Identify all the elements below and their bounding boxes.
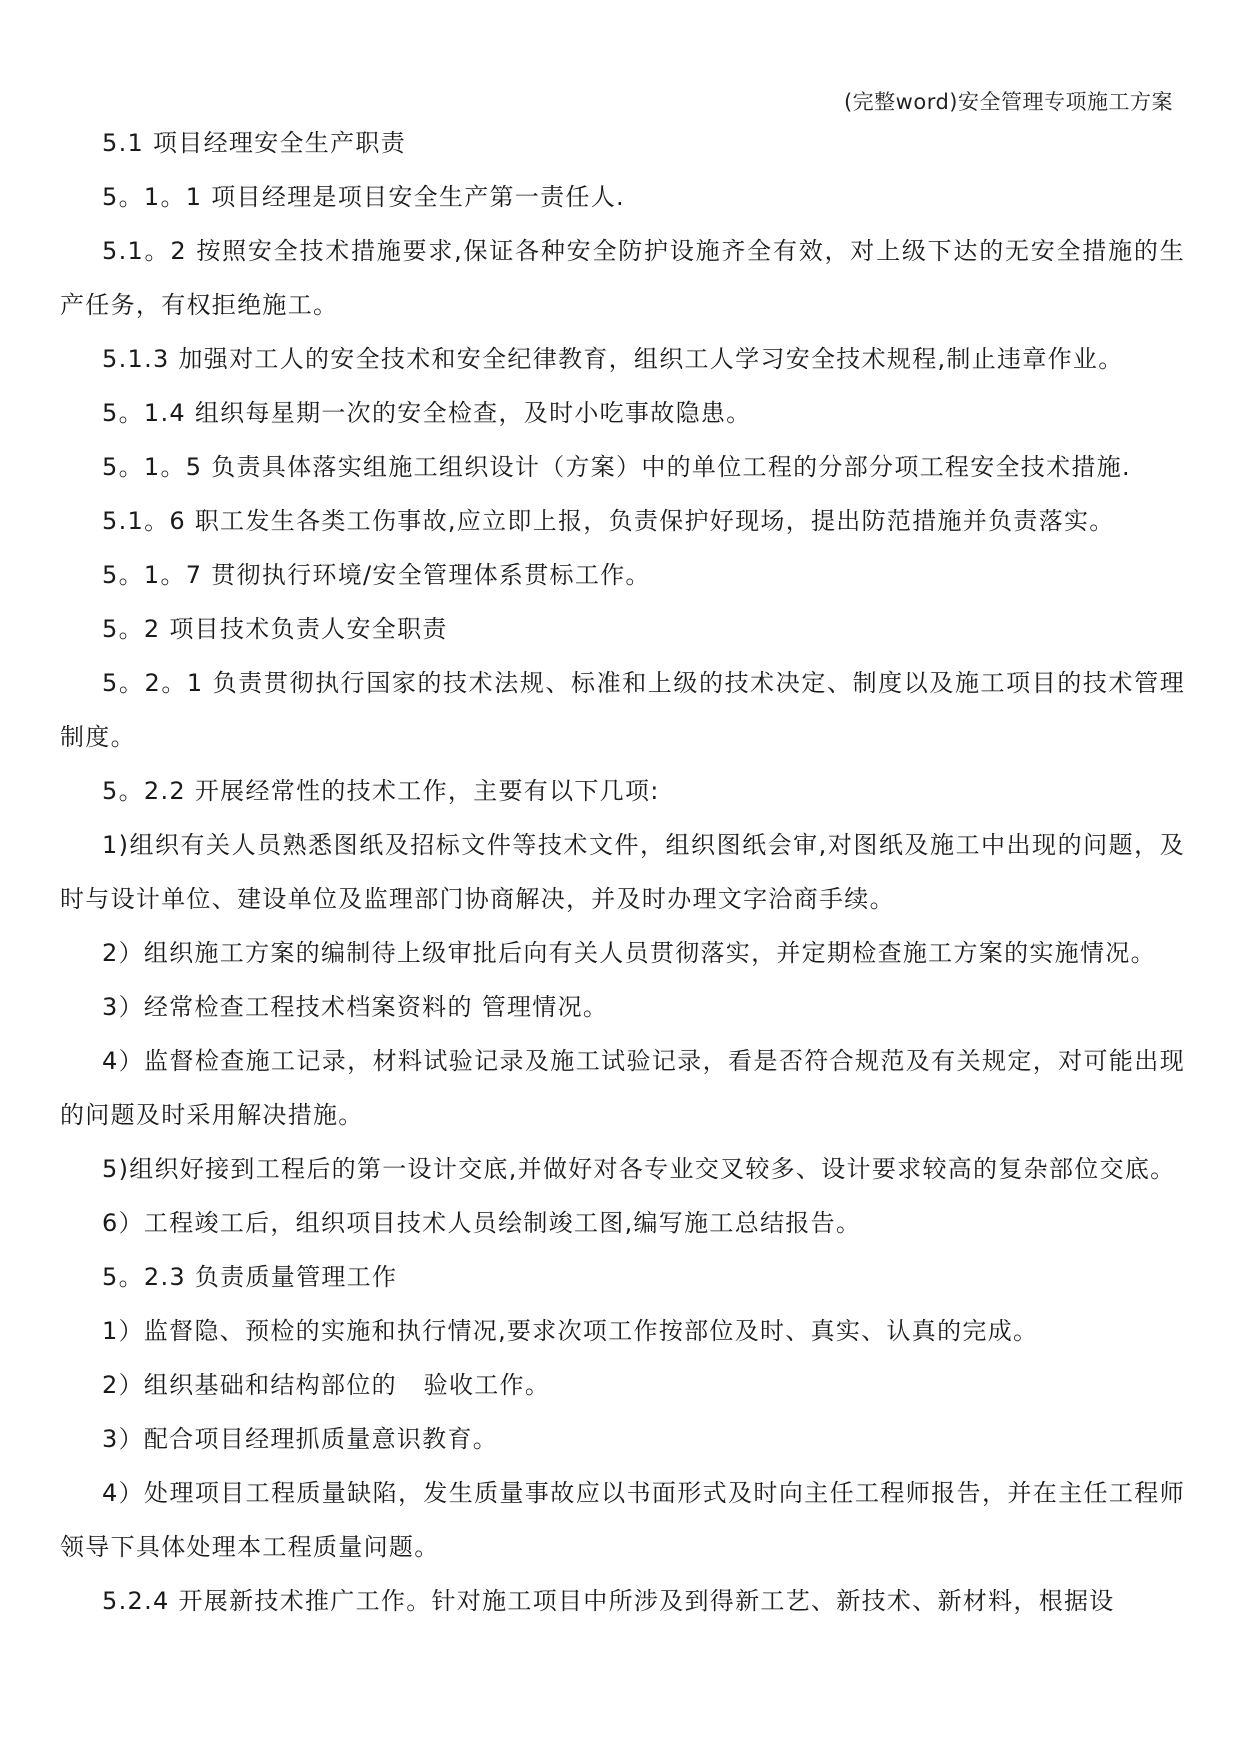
list-item: 3）配合项目经理抓质量意识教育。 [102,1425,499,1453]
list-item: 1）监督隐、预检的实施和执行情况,要求次项工作按部位及时、真实、认真的完成。 [102,1317,1039,1345]
list-item: 6）工程竣工后，组织项目技术人员绘制竣工图,编写施工总结报告。 [102,1209,862,1237]
paragraph: 5.1.3 加强对工人的安全技术和安全纪律教育，组织工人学习安全技术规程,制止违章作业。 [102,345,1124,373]
list-item: 1)组织有关人员熟悉图纸及招标文件等技术文件，组织图纸会审,对图纸及施工中出现的问题，及时与设计单位、建设单位及监理部门协商解决，并及时办理文字洽商手续。 [60,831,1185,913]
list-item: 2）组织基础和结构部位的 验收工作。 [102,1371,551,1399]
paragraph: 5。2。1 负责贯彻执行国家的技术法规、标准和上级的技术决定、制度以及施工项目的技术管理制度。 [60,669,1185,751]
paragraph: 5.1 项目经理安全生产职责 [102,129,406,157]
document-body [60,116,1185,1628]
paragraph: 5.2.4 开展新技术推广工作。针对施工项目中所涉及到得新工艺、新技术、新材料，根据设 [102,1587,1115,1615]
paragraph: 5。1。7 贯彻执行环境/安全管理体系贯标工作。 [102,561,651,589]
section-heading: 5。2 项目技术负责人安全职责 [102,615,448,643]
paragraph: 5.1。6 职工发生各类工伤事故,应立即上报，负责保护好现场，提出防范措施并负责落实。 [102,507,1115,535]
paragraph: 5.1。2 按照安全技术措施要求,保证各种安全防护设施齐全有效，对上级下达的无安全措施的生产任务，有权拒绝施工。 [60,237,1185,319]
list-item: 4）处理项目工程质量缺陷，发生质量事故应以书面形式及时向主任工程师报告，并在主任工程师领导下具体处理本工程质量问题。 [60,1479,1185,1561]
list-item: 2）组织施工方案的编制待上级审批后向有关人员贯彻落实，并定期检查施工方案的实施情况。 [102,939,1156,967]
paragraph: 5。2.2 开展经常性的技术工作，主要有以下几项: [102,777,660,805]
paragraph: 5。1。1 项目经理是项目安全生产第一责任人. [102,183,625,211]
list-item: 3）经常检查工程技术档案资料的 管理情况。 [102,993,609,1021]
paragraph: 5。1.4 组织每星期一次的安全检查，及时小吃事故隐患。 [102,399,752,427]
list-item: 5)组织好接到工程后的第一设计交底,并做好对各专业交叉较多、设计要求较高的复杂部位交底。 [102,1155,1176,1183]
paragraph: 5。1。5 负责具体落实组施工组织设计（方案）中的单位工程的分部分项工程安全技术措施. [102,453,1131,481]
paragraph: 5。2.3 负责质量管理工作 [102,1263,398,1291]
page-header-title: (完整word)安全管理专项施工方案 [843,90,1173,114]
list-item: 4）监督检查施工记录，材料试验记录及施工试验记录，看是否符合规范及有关规定，对可能出现的问题及时采用解决措施。 [60,1047,1185,1129]
